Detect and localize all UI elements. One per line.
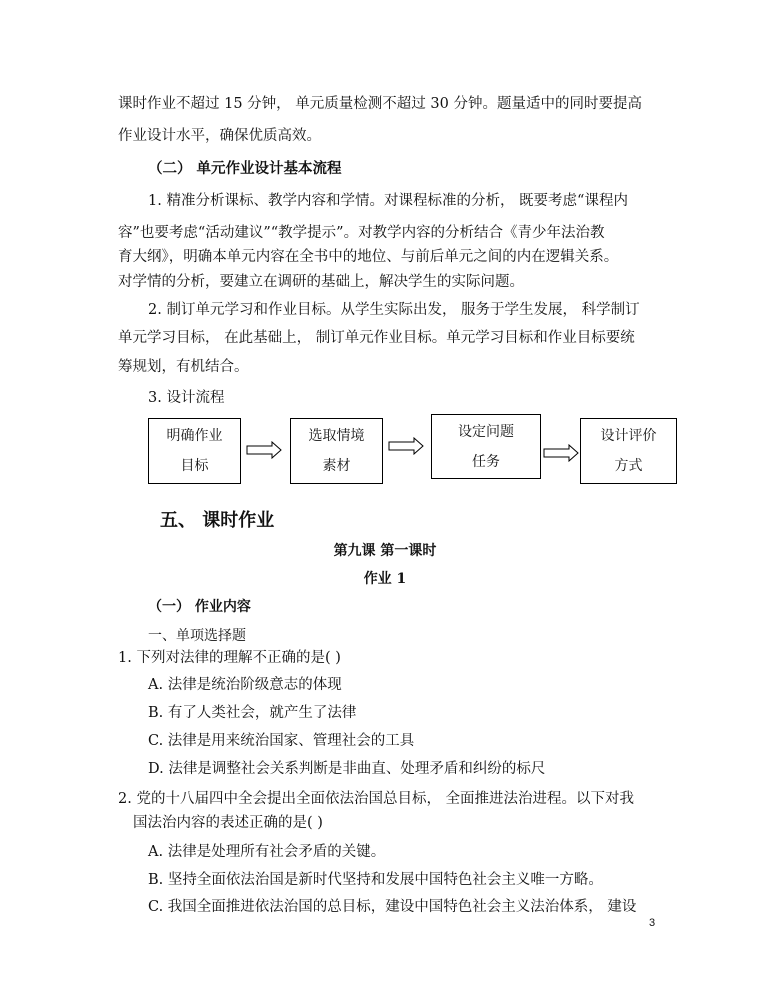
paragraph-line: 单元学习目标， 在此基础上， 制订单元作业目标。单元学习目标和作业目标要统 [118, 330, 635, 346]
homework-title: 作业 1 [363, 571, 407, 587]
lesson-title: 第九课 第一课时 [333, 543, 437, 559]
section-heading: 五、 课时作业 [160, 510, 275, 531]
flow-box-evaluation [580, 418, 677, 484]
flow-box-line: 目标 [180, 458, 209, 474]
paragraph-line: 育大纲》，明确本单元内容在全书中的地位、与前后单元之间的内在逻辑关系。 [118, 249, 619, 265]
paragraph-line: 1. 精准分析课标、教学内容和学情。对课程标准的分析， 既要考虑“课程内 [148, 193, 628, 209]
flow-box-line: 设定问题 [458, 423, 514, 440]
paragraph-line: 课时作业不超过 15 分钟， 单元质量检测不超过 30 分钟。题量适中的同时要提高 [118, 96, 642, 112]
right-arrow-icon [543, 444, 579, 462]
content-title: （一） 作业内容 [148, 599, 251, 615]
option-c: C. 法律是用来统治国家、管理社会的工具 [148, 733, 415, 749]
paragraph-line: 容”也要考虑“活动建议”“教学提示”。对教学内容的分析结合《青少年法治教 [118, 225, 605, 241]
option-b: B. 坚持全面依法治国是新时代坚持和发展中国特色社会主义唯一方略。 [148, 872, 603, 888]
flow-box-goal [148, 418, 241, 484]
flow-box-line: 选取情境 [308, 428, 365, 444]
question-stem: 2. 党的十八届四中全会提出全面依法治国总目标， 全面推进法治进程。以下对我 [118, 791, 635, 807]
paragraph-line: 作业设计水平，确保优质高效。 [118, 128, 321, 144]
subsection-heading: （二） 单元作业设计基本流程 [148, 160, 342, 177]
flow-box-task [431, 414, 541, 479]
question-stem: 1. 下列对法律的理解不正确的是( ) [118, 650, 341, 666]
option-a: A. 法律是处理所有社会矛盾的关键。 [148, 844, 386, 860]
paragraph-line: 2. 制订单元学习和作业目标。从学生实际出发， 服务于学生发展， 科学制订 [148, 302, 640, 318]
flow-box-line: 设计评价 [600, 428, 657, 444]
paragraph-line: 3. 设计流程 [148, 390, 225, 406]
paragraph-line: 筹规划，有机结合。 [118, 359, 249, 375]
flow-box-line: 方式 [614, 458, 643, 474]
right-arrow-icon [388, 437, 424, 455]
option-d: D. 法律是调整社会关系判断是非曲直、处理矛盾和纠纷的标尺 [148, 761, 546, 777]
option-c: C. 我国全面推进依法治国的总目标，建设中国特色社会主义法治体系， 建设 [148, 899, 637, 915]
question-stem-cont: 国法治内容的表述正确的是( ) [133, 815, 323, 831]
flow-box-line: 素材 [322, 458, 351, 474]
flow-box-line: 明确作业 [166, 428, 223, 444]
right-arrow-icon [246, 441, 282, 459]
page-number: 3 [649, 917, 656, 929]
flow-box-material [290, 418, 383, 484]
part-title: 一、单项选择题 [148, 628, 246, 644]
paragraph-line: 对学情的分析，要建立在调研的基础上，解决学生的实际问题。 [118, 274, 524, 290]
option-b: B. 有了人类社会，就产生了法律 [148, 705, 357, 721]
option-a: A. 法律是统治阶级意志的体现 [148, 677, 342, 693]
flow-box-line: 任务 [472, 453, 500, 470]
